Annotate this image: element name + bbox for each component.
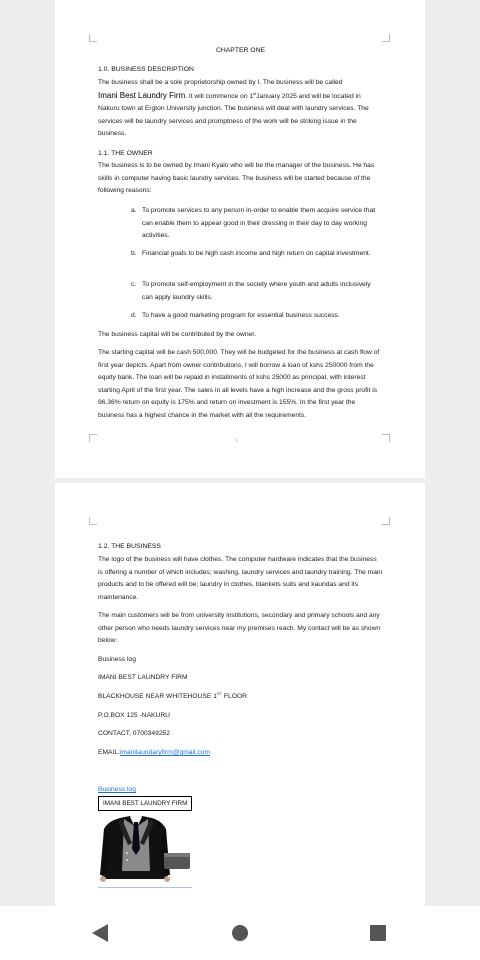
- capital-paragraph: The starting capital will be cash 500,000. They will be budgeted for the business at cash flow of first year depicts. Apart from owner contributions, I will borrow a loan of kshs 250000 from the equity bank. The loan will be repaid in installments of kshs 25000 as principal, with interest starting April of the first year. The sales in all levels have a high increase and the gross profit is 96.36% return on equity is 175% and return on investment is 155%. In the first year the business has a highest chance in the market with all the requirements.: [98, 349, 380, 419]
- business-description-paragraph: The business shall be a sole proprietorship owned by I. The business will be called Imani Best Laundry Firm. It will commence on 1stJanuary 2025 and will be located in Nakuru town at Ergton University junction. The business will deal with laundry services. The services will be laundry services and promptness of the work will be striking issue in the business.: [98, 79, 369, 137]
- pobox-line: P.O.BOX 125 -NAKURU: [98, 712, 170, 719]
- list-item: a. To promote services to any person in-order to enable them acquire service that can enable them to appear good in their dressing in their day to day working activities.: [131, 207, 376, 239]
- home-circle-icon[interactable]: [227, 920, 253, 946]
- email-link[interactable]: imanilaundaryfirm@gmail.com: [119, 749, 210, 756]
- firm-name: IMANI BEST LAUNDRY FIRM: [98, 674, 188, 681]
- back-triangle-icon[interactable]: [87, 920, 113, 946]
- business-log-link[interactable]: Business log: [98, 786, 136, 793]
- address-line: BLACKHOUSE NEAR WHITEHOUSE 1ST FLOOR: [98, 690, 247, 700]
- email-line: EMAIL:imanilaundaryfirm@gmail.com: [98, 749, 210, 756]
- margin-corner-mark: [382, 434, 390, 442]
- section-heading-1-1: 1.1. THE OWNER: [98, 150, 153, 157]
- business-paragraph-1: The logo of the business will have clothes. The computer hardware indicates that the business is offering a number of which includes; washing, laundry services and laundry training. The main products and to be offered will be; laundry in clothes, blankets suits and kaundas and its maintenance.: [98, 556, 383, 601]
- margin-corner-mark: [89, 34, 97, 42]
- margin-corner-mark: [89, 517, 97, 525]
- chapter-title: CHAPTER ONE: [215, 47, 266, 54]
- document-page-2: [55, 483, 425, 906]
- logo-text-box: IMANI BEST LAUNDRY FIRM: [98, 796, 192, 811]
- recents-square-icon[interactable]: [365, 920, 391, 946]
- capital-line: The business capital will be contributed by the owner.: [98, 331, 256, 338]
- document-page-1: [55, 0, 425, 478]
- logo-caption: [98, 784, 383, 797]
- business-log-label: Business log: [98, 656, 136, 663]
- owner-paragraph: The business is to be owned by Imani Kyalo who will be the manager of the business. He has skills in computer having basic laundry services. The business will be started because of the following reasons:: [98, 162, 375, 194]
- business-paragraph-2: The main customers will be from university institutions, secondary and primary schools and any other person who needs laundry services near my premises reach. My contact will be as shown below:: [98, 612, 381, 644]
- section-heading-1-2: 1.2. THE BUSINESS: [98, 543, 161, 550]
- margin-corner-mark: [382, 34, 390, 42]
- contact-line: CONTACT; 0700349252: [98, 730, 170, 737]
- business-name: Imani Best Laundry Firm: [98, 90, 186, 100]
- margin-corner-mark: [382, 517, 390, 525]
- margin-corner-mark: [89, 434, 97, 442]
- list-item: d. To have a good marketing program for essential business success.: [131, 312, 340, 319]
- suit-logo-image: [100, 813, 192, 885]
- page-number: 1: [235, 438, 238, 444]
- divider-line: [98, 887, 192, 888]
- navigation-bar: [0, 906, 480, 960]
- list-item: c. To promote self-employment in the society where youth and adults inclusively can apply laundry skills.: [131, 281, 371, 301]
- section-heading-1-0: 1.0. BUSINESS DESCRIPTION: [98, 66, 194, 73]
- list-item: b. Financial goals to be high cash income and high return on capital investment.: [131, 250, 371, 257]
